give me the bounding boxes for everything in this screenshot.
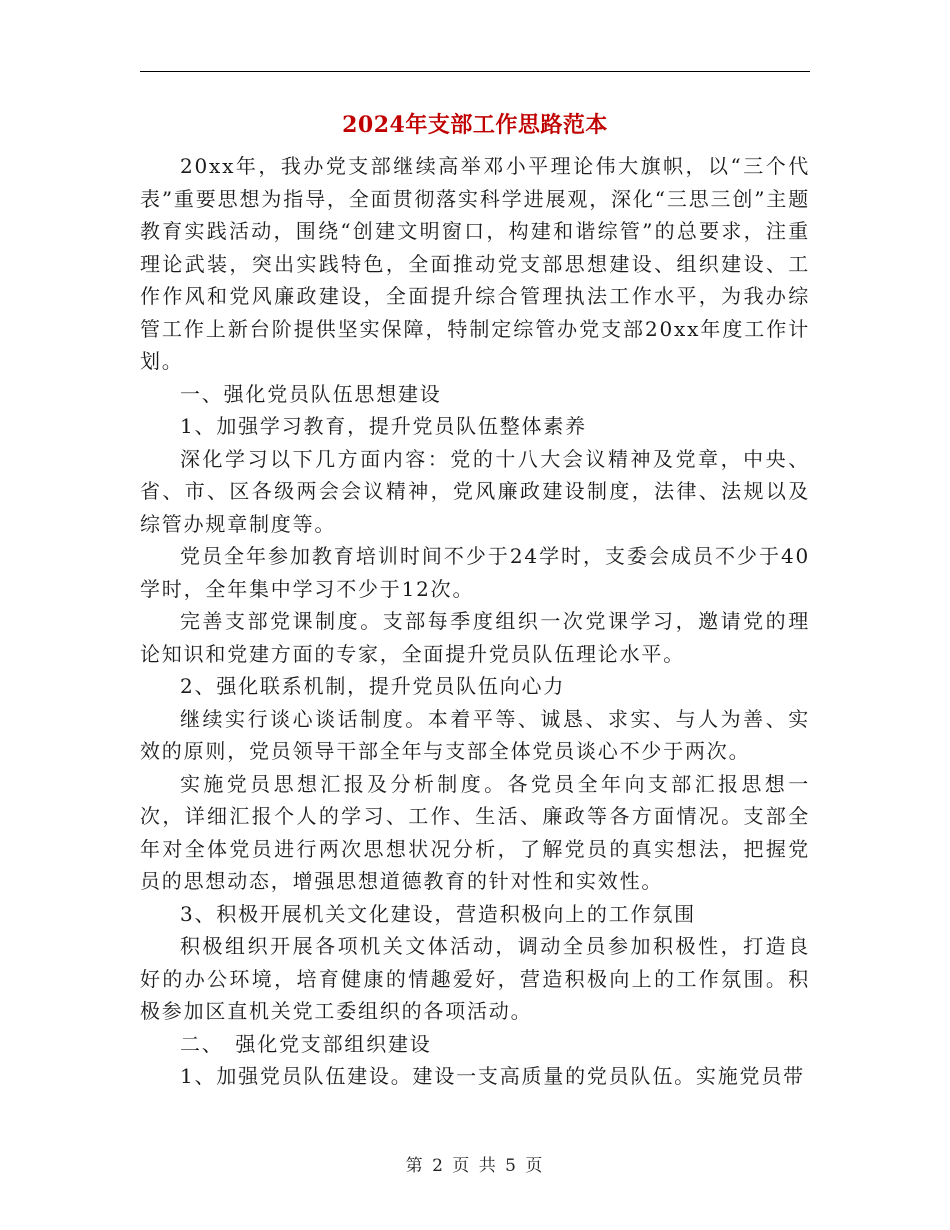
subheading-1-1: 1、加强学习教育，提升党员队伍整体素养: [180, 414, 587, 438]
document-body: [140, 150, 810, 1093]
paragraph-intro: 20xx年，我办党支部继续高举邓小平理论伟大旗帜，以“三个代表”重要思想为指导，全面贯彻落实科学进展观，深化“三思三创”主题教育实践活动，围绕“创建文明窗口，构建和谐综管”的总要求，注重理论武装，突出实践特色，全面推动党支部思想建设、组织建设、工作作风和党风廉政建设，全面提升综合管理执法工作水平，为我办综管工作上新台阶提供坚实保障，特制定综管办党支部20xx年度工作计划。: [140, 154, 810, 373]
section-heading-2: 二、 强化党支部组织建设: [180, 1031, 432, 1056]
subheading-1-2: 2、强化联系机制，提升党员队伍向心力: [180, 674, 566, 698]
header-rule: [140, 71, 810, 72]
paragraph: 积极组织开展各项机关文体活动，调动全员参加积极性，打造良好的办公环境，培育健康的情趣爱好，营造积极向上的工作氛围。积极参加区直机关党工委组织的各项活动。: [140, 934, 810, 1023]
subheading-1-3: 3、积极开展机关文化建设，营造积极向上的工作氛围: [180, 901, 696, 926]
page-number-footer: 第 2 页 共 5 页: [405, 1156, 545, 1176]
paragraph: 完善支部党课制度。支部每季度组织一次党课学习，邀请党的理论知识和党建方面的专家，全面提升党员队伍理论水平。: [140, 609, 810, 666]
paragraph: 继续实行谈心谈话制度。本着平等、诚恳、求实、与人为善、实效的原则，党员领导干部全年与支部全体党员谈心不少于两次。: [140, 706, 810, 763]
paragraph: 实施党员思想汇报及分析制度。各党员全年向支部汇报思想一次，详细汇报个人的学习、工作、生活、廉政等各方面情况。支部全年对全体党员进行两次思想状况分析，了解党员的真实想法，把握党员的思想动态，增强思想道德教育的针对性和实效性。: [140, 771, 810, 893]
document-title: 2024年支部工作思路范本: [342, 112, 608, 138]
paragraph: 1、加强党员队伍建设。建设一支高质量的党员队伍。实施党员带: [180, 1064, 805, 1088]
paragraph: 深化学习以下几方面内容：党的十八大会议精神及党章，中央、省、市、区各级两会会议精神，党风廉政建设制度，法律、法规以及综管办规章制度等。: [140, 446, 810, 536]
paragraph: 党员全年参加教育培训时间不少于24学时，支委会成员不少于40学时，全年集中学习不少于12次。: [140, 544, 810, 601]
section-heading-1: 一、强化党员队伍思想建设: [180, 381, 442, 406]
